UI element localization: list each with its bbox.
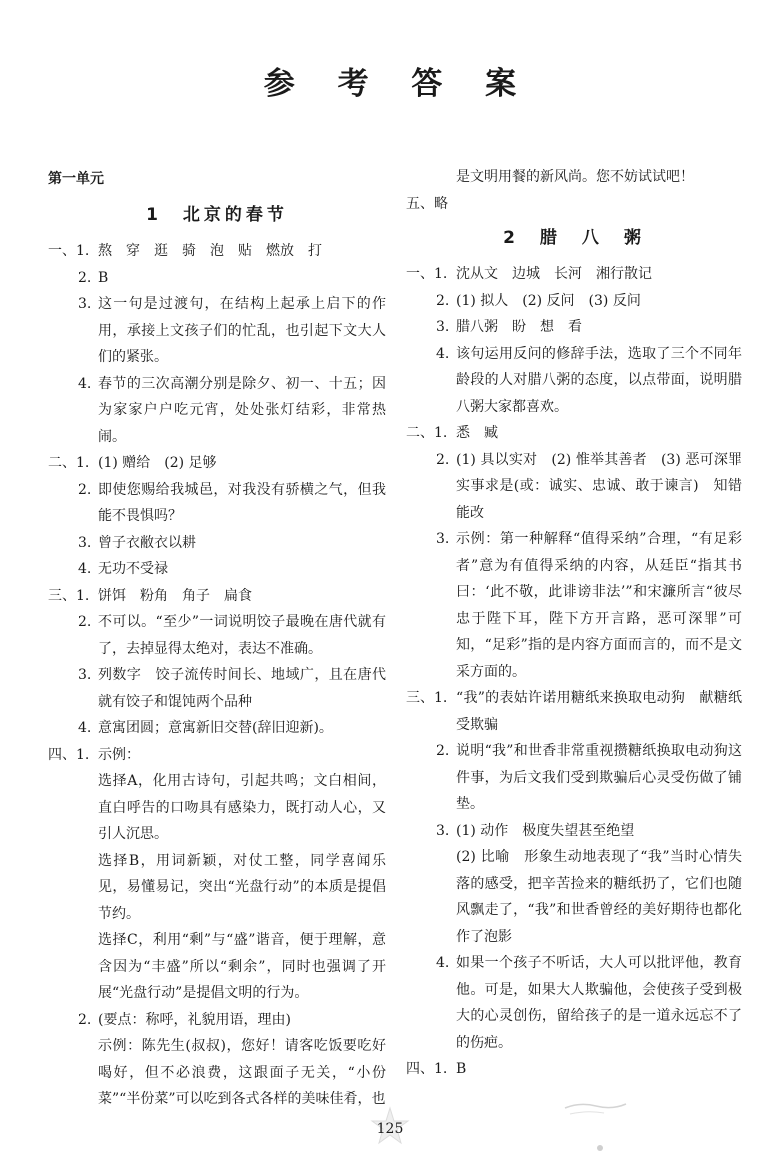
- answer-text: 选择C，利用“剩”与“盛”谐音，便于理解，意含因为“丰盛”所以“剩余”，同时也强调了开展“光盘行动”是提倡文明的行为。: [98, 932, 386, 1001]
- answer-text: 曾子衣敝衣以耕: [98, 534, 196, 551]
- answer-item: [48, 450, 386, 477]
- left-column: [48, 164, 386, 1113]
- answer-item: [406, 818, 742, 845]
- answer-number: 2.: [78, 481, 92, 498]
- answer-item: [406, 420, 742, 447]
- right-column: [406, 164, 756, 1083]
- answer-item: [48, 238, 386, 265]
- answer-number: 三、1.: [406, 690, 448, 706]
- answer-number: 2.: [78, 269, 92, 286]
- answer-number: 4.: [78, 375, 92, 392]
- answer-text: 这一句是过渡句，在结构上起承上启下的作用，承接上文孩子们的忙乱，也引起下文大人们的紧张。: [98, 296, 386, 365]
- answer-item: [48, 530, 386, 557]
- answer-text: (1) 具以实对 (2) 惟举其善者 (3) 恶可深罪 实事求是(或：诚实、忠诚、敢于谏言) 知错能改: [456, 451, 756, 521]
- answer-item: [48, 927, 386, 1007]
- answer-text: 悉 臧: [456, 425, 498, 441]
- answer-item: [406, 685, 742, 738]
- answer-item: [48, 371, 386, 451]
- answer-text: 示例：陈先生(叔叔)，您好！请客吃饭要吃好喝好，但不必浪费，这跟面子无关，“小份菜”“半份菜”可以吃到各式各样的美味佳肴，也: [98, 1038, 386, 1107]
- answer-number: 3.: [436, 319, 450, 335]
- answer-number: 3.: [78, 667, 92, 683]
- scan-smudge-mark: [560, 1098, 630, 1158]
- answer-number: 4.: [78, 720, 92, 736]
- answer-number: 四、1.: [406, 1061, 448, 1077]
- answer-text: 示例：: [98, 746, 140, 763]
- answer-item: [48, 291, 386, 371]
- answer-text: 说明“我”和世香非常重视攒糖纸换取电动狗这件事，为后文我们受到欺骗后心灵受伤做了铺垫。: [456, 743, 742, 812]
- answer-text: B: [98, 269, 109, 286]
- answer-text: (1) 赠给 (2) 足够: [98, 455, 217, 471]
- answer-item: [406, 950, 742, 1056]
- answer-text: 熬 穿 逛 骑 泡 贴 燃放 打: [98, 243, 322, 259]
- answer-item: [406, 314, 742, 341]
- page-number: 125: [376, 1121, 404, 1137]
- answer-text: 示例：第一种解释“值得采纳”合理，“有足彩者”意为有值得采纳的内容，从廷臣“指其书曰：‘此不敬，此诽谤非法’”和宋濂所言“彼尽忠于陛下耳，陛下方开言路，恶可深罪”可知，“足彩”指的是内容方面而言的，而不是文采方面的。: [456, 531, 742, 680]
- answer-text: (1) 动作 极度失望甚至绝望: [456, 822, 635, 839]
- answer-item: [406, 447, 756, 527]
- answer-number: 4.: [436, 955, 450, 971]
- answer-text: B: [456, 1061, 467, 1077]
- answer-item: [48, 848, 386, 928]
- answer-item: [406, 164, 742, 191]
- answer-item: [48, 768, 386, 848]
- answer-item: [48, 609, 386, 662]
- answer-number: 3.: [436, 822, 450, 839]
- answer-text: 是文明用餐的新风尚。您不妨试试吧！: [456, 169, 694, 185]
- unit-heading: 第一单元: [48, 171, 104, 187]
- answer-item: [48, 715, 386, 742]
- answer-number: 3.: [436, 531, 450, 547]
- answer-text: 该句运用反问的修辞手法，选取了三个不同年龄段的人对腊八粥的态度，以点带面，说明腊八粥大家都喜欢。: [456, 345, 742, 415]
- lesson-title: 1 北京的春节: [146, 205, 288, 225]
- answer-item: [48, 662, 386, 715]
- answer-text: 选择B，用词新颖，对仗工整，同学喜闻乐见，易懂易记，突出“光盘行动”的本质是提倡节约。: [98, 852, 386, 922]
- answer-number: 2.: [78, 614, 92, 630]
- answer-number: 3.: [78, 296, 92, 312]
- answer-number: 一、1.: [48, 243, 90, 259]
- answer-number: 四、1.: [48, 746, 90, 763]
- answer-item: [406, 844, 742, 950]
- answer-item: [48, 1033, 386, 1113]
- answer-text: 选择A，化用古诗句，引起共鸣；文白相间，直白呼告的口吻具有感染力，既打动人心，又引人沉思。: [98, 773, 386, 842]
- answer-text: 如果一个孩子不听话，大人可以批评他，教育他。可是，如果大人欺骗他，会使孩子受到极大的心灵创伤，留给孩子的是一道永远忘不了的伤疤。: [456, 955, 742, 1051]
- answer-text: 不可以。“至少”一词说明饺子最晚在唐代就有了，去掉显得太绝对，表达不准确。: [98, 614, 386, 657]
- answer-item: [48, 265, 386, 292]
- answer-text: 即使您赐给我城邑，对我没有骄横之气，但我能不畏惧吗？: [98, 481, 386, 524]
- answer-item: [406, 341, 742, 421]
- lesson-title: 2 腊 八 粥: [503, 228, 645, 248]
- answer-number: 2.: [436, 451, 450, 468]
- answer-text: 饼饵 粉角 角子 扁食: [98, 587, 252, 604]
- answer-number: 4.: [78, 561, 92, 577]
- answer-text: 列数字 饺子流传时间长、地域广，且在唐代就有饺子和馄饨两个品种: [98, 667, 386, 710]
- answer-item: [48, 583, 386, 610]
- answer-text: (要点：称呼，礼貌用语，理由): [98, 1011, 291, 1028]
- answer-text: (1) 拟人 (2) 反问 (3) 反问: [456, 292, 641, 309]
- answer-item: [406, 288, 742, 315]
- answer-number: 一、1.: [406, 266, 448, 282]
- answer-item: [48, 556, 386, 583]
- answer-text: 意寓团圆；意寓新旧交替(辞旧迎新)。: [98, 720, 333, 736]
- answer-item: [406, 738, 742, 818]
- answer-item: [406, 261, 742, 288]
- answer-text: 春节的三次高潮分别是除夕、初一、十五；因为家家户户吃元宵，处处张灯结彩，非常热闹。: [98, 375, 386, 445]
- answer-text: 沈从文 边城 长河 湘行散记: [456, 266, 652, 282]
- answer-text: 腊八粥 盼 想 看: [456, 319, 582, 335]
- page-title: 参 考 答 案: [263, 66, 533, 102]
- answer-text: (2) 比喻 形象生动地表现了“我”当时心情失落的感受，把辛苦捡来的糖纸扔了，它们也随风飘走了，“我”和世香曾经的美好期待也都化作了泡影: [456, 849, 742, 945]
- answer-number: 二、1.: [48, 455, 90, 471]
- answer-number: 二、1.: [406, 425, 448, 441]
- answer-item: [48, 742, 386, 769]
- answer-item: [406, 526, 742, 685]
- answer-number: 3.: [78, 534, 92, 551]
- answer-text: “我”的表姑许诺用糖纸来换取电动狗 献糖纸受欺骗: [456, 690, 742, 733]
- answer-text: 无功不受禄: [98, 561, 168, 577]
- answer-number: 2.: [78, 1011, 92, 1028]
- answer-item: [48, 477, 386, 530]
- answer-number: 4.: [436, 345, 450, 362]
- answer-number: 五、略: [406, 195, 448, 212]
- answer-number: 三、1.: [48, 587, 90, 604]
- answer-item: [48, 1007, 386, 1034]
- answer-number: 2.: [436, 292, 450, 309]
- answer-item: [406, 1056, 742, 1083]
- answer-number: 2.: [436, 743, 450, 759]
- answer-item: [406, 191, 742, 218]
